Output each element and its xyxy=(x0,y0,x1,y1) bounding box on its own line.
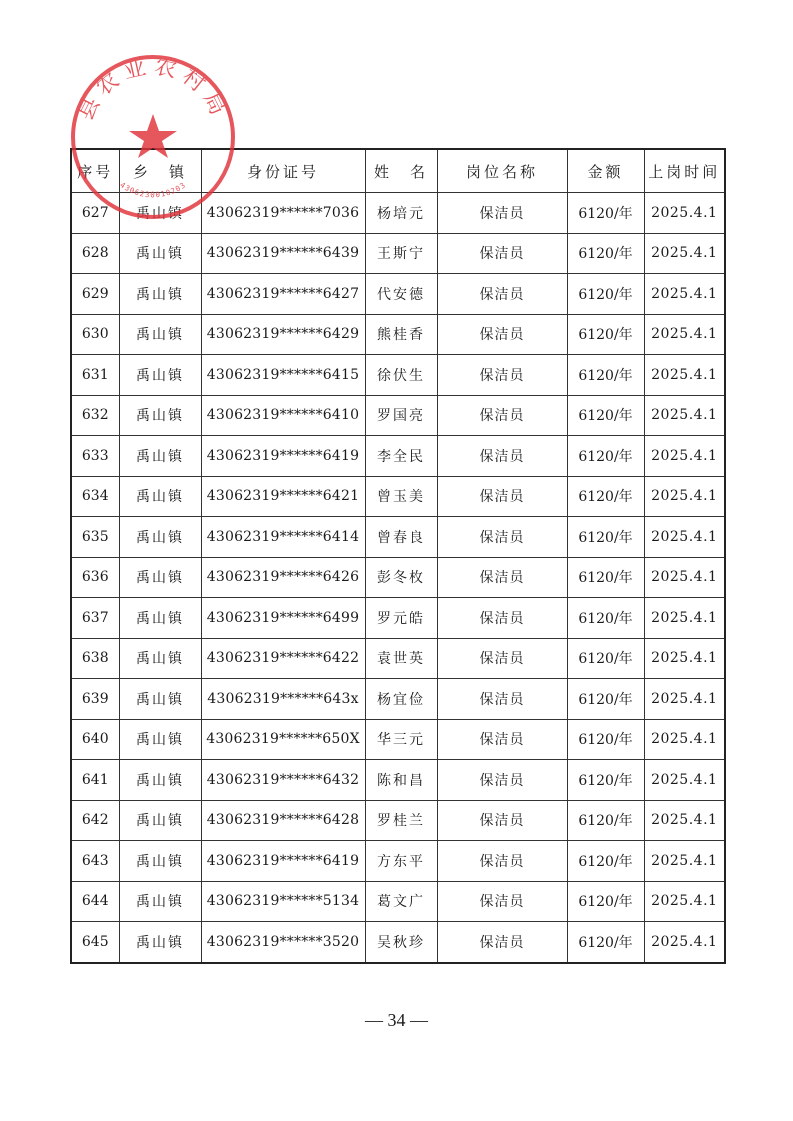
cell-name: 吴秋珍 xyxy=(365,922,437,963)
table-row xyxy=(71,719,725,760)
cell-id-number: 43062319******6427 xyxy=(201,274,365,315)
cell-index: 628 xyxy=(71,233,119,274)
cell-start-date: 2025.4.1 xyxy=(644,638,725,679)
cell-town: 禹山镇 xyxy=(119,193,201,234)
cell-start-date: 2025.4.1 xyxy=(644,719,725,760)
cell-index: 641 xyxy=(71,760,119,801)
cell-post: 保洁员 xyxy=(437,800,567,841)
cell-index: 639 xyxy=(71,679,119,720)
cell-amount: 6120/年 xyxy=(567,598,644,639)
cell-name: 代安德 xyxy=(365,274,437,315)
cell-name: 罗元皓 xyxy=(365,598,437,639)
cell-index: 633 xyxy=(71,436,119,477)
cell-index: 629 xyxy=(71,274,119,315)
cell-town: 禹山镇 xyxy=(119,922,201,963)
cell-start-date: 2025.4.1 xyxy=(644,395,725,436)
cell-id-number: 43062319******6439 xyxy=(201,233,365,274)
cell-name: 杨宜俭 xyxy=(365,679,437,720)
cell-amount: 6120/年 xyxy=(567,233,644,274)
cell-town: 禹山镇 xyxy=(119,476,201,517)
cell-town: 禹山镇 xyxy=(119,557,201,598)
cell-id-number: 43062319******6422 xyxy=(201,638,365,679)
cell-id-number: 43062319******3520 xyxy=(201,922,365,963)
cell-town: 禹山镇 xyxy=(119,598,201,639)
cell-amount: 6120/年 xyxy=(567,719,644,760)
cell-name: 曾玉美 xyxy=(365,476,437,517)
cell-index: 645 xyxy=(71,922,119,963)
header-town: 乡 镇 xyxy=(119,149,201,193)
cell-name: 葛文广 xyxy=(365,881,437,922)
cell-start-date: 2025.4.1 xyxy=(644,679,725,720)
header-id-number: 身份证号 xyxy=(201,149,365,193)
cell-amount: 6120/年 xyxy=(567,517,644,558)
cell-town: 禹山镇 xyxy=(119,719,201,760)
cell-post: 保洁员 xyxy=(437,760,567,801)
cell-name: 陈和昌 xyxy=(365,760,437,801)
cell-index: 643 xyxy=(71,841,119,882)
cell-post: 保洁员 xyxy=(437,922,567,963)
svg-text:县农业农村局 xyxy=(73,54,233,125)
cell-post: 保洁员 xyxy=(437,476,567,517)
cell-start-date: 2025.4.1 xyxy=(644,557,725,598)
cell-post: 保洁员 xyxy=(437,274,567,315)
cell-index: 637 xyxy=(71,598,119,639)
table-row xyxy=(71,638,725,679)
header-index: 序号 xyxy=(71,149,119,193)
cell-town: 禹山镇 xyxy=(119,436,201,477)
table-row xyxy=(71,841,725,882)
cell-post: 保洁员 xyxy=(437,436,567,477)
cell-id-number: 43062319******6432 xyxy=(201,760,365,801)
cell-amount: 6120/年 xyxy=(567,679,644,720)
table-row xyxy=(71,193,725,234)
cell-post: 保洁员 xyxy=(437,638,567,679)
cell-start-date: 2025.4.1 xyxy=(644,881,725,922)
cell-id-number: 43062319******6414 xyxy=(201,517,365,558)
cell-post: 保洁员 xyxy=(437,517,567,558)
header-start-date: 上岗时间 xyxy=(644,149,725,193)
seal-serial: 4306230010203 xyxy=(118,180,188,200)
cell-name: 方东平 xyxy=(365,841,437,882)
cell-town: 禹山镇 xyxy=(119,638,201,679)
cell-index: 627 xyxy=(71,193,119,234)
cell-start-date: 2025.4.1 xyxy=(644,922,725,963)
cell-town: 禹山镇 xyxy=(119,233,201,274)
cell-name: 杨培元 xyxy=(365,193,437,234)
cell-town: 禹山镇 xyxy=(119,679,201,720)
cell-town: 禹山镇 xyxy=(119,841,201,882)
cell-id-number: 43062319******6426 xyxy=(201,557,365,598)
cell-amount: 6120/年 xyxy=(567,638,644,679)
cell-index: 634 xyxy=(71,476,119,517)
table-row xyxy=(71,760,725,801)
cell-amount: 6120/年 xyxy=(567,314,644,355)
cell-start-date: 2025.4.1 xyxy=(644,193,725,234)
cell-name: 罗国亮 xyxy=(365,395,437,436)
cell-town: 禹山镇 xyxy=(119,274,201,315)
cell-amount: 6120/年 xyxy=(567,557,644,598)
cell-amount: 6120/年 xyxy=(567,760,644,801)
cell-index: 640 xyxy=(71,719,119,760)
cell-name: 曾春良 xyxy=(365,517,437,558)
cell-index: 631 xyxy=(71,355,119,396)
cell-name: 华三元 xyxy=(365,719,437,760)
table-row xyxy=(71,517,725,558)
cell-town: 禹山镇 xyxy=(119,760,201,801)
header-post: 岗位名称 xyxy=(437,149,567,193)
cell-name: 熊桂香 xyxy=(365,314,437,355)
table-row xyxy=(71,598,725,639)
table-body xyxy=(71,193,725,963)
cell-amount: 6120/年 xyxy=(567,395,644,436)
table-row xyxy=(71,314,725,355)
cell-name: 徐伏生 xyxy=(365,355,437,396)
cell-id-number: 43062319******6410 xyxy=(201,395,365,436)
table-row xyxy=(71,233,725,274)
cell-start-date: 2025.4.1 xyxy=(644,355,725,396)
cell-id-number: 43062319******6421 xyxy=(201,476,365,517)
cell-id-number: 43062319******6419 xyxy=(201,841,365,882)
cell-amount: 6120/年 xyxy=(567,436,644,477)
cell-id-number: 43062319******6419 xyxy=(201,436,365,477)
cell-amount: 6120/年 xyxy=(567,800,644,841)
page-number: — 34 — xyxy=(365,1010,428,1030)
cell-post: 保洁员 xyxy=(437,314,567,355)
cell-start-date: 2025.4.1 xyxy=(644,476,725,517)
table-row xyxy=(71,922,725,963)
cell-amount: 6120/年 xyxy=(567,881,644,922)
cell-index: 630 xyxy=(71,314,119,355)
cell-name: 王斯宁 xyxy=(365,233,437,274)
header-amount: 金额 xyxy=(567,149,644,193)
cell-town: 禹山镇 xyxy=(119,314,201,355)
table-row xyxy=(71,881,725,922)
cell-post: 保洁员 xyxy=(437,233,567,274)
cell-id-number: 43062319******7036 xyxy=(201,193,365,234)
cell-name: 罗桂兰 xyxy=(365,800,437,841)
cell-start-date: 2025.4.1 xyxy=(644,517,725,558)
cell-index: 638 xyxy=(71,638,119,679)
cell-amount: 6120/年 xyxy=(567,476,644,517)
cell-start-date: 2025.4.1 xyxy=(644,233,725,274)
table-row xyxy=(71,355,725,396)
cell-index: 642 xyxy=(71,800,119,841)
cell-id-number: 43062319******6499 xyxy=(201,598,365,639)
cell-post: 保洁员 xyxy=(437,193,567,234)
header-name: 姓 名 xyxy=(365,149,437,193)
cell-town: 禹山镇 xyxy=(119,800,201,841)
table-row xyxy=(71,557,725,598)
cell-start-date: 2025.4.1 xyxy=(644,800,725,841)
cell-town: 禹山镇 xyxy=(119,517,201,558)
cell-amount: 6120/年 xyxy=(567,841,644,882)
cell-start-date: 2025.4.1 xyxy=(644,841,725,882)
cell-town: 禹山镇 xyxy=(119,881,201,922)
table-row xyxy=(71,476,725,517)
cell-post: 保洁员 xyxy=(437,395,567,436)
cell-post: 保洁员 xyxy=(437,679,567,720)
cell-name: 李全民 xyxy=(365,436,437,477)
cell-id-number: 43062319******650X xyxy=(201,719,365,760)
table-row xyxy=(71,800,725,841)
cell-start-date: 2025.4.1 xyxy=(644,274,725,315)
cell-id-number: 43062319******5134 xyxy=(201,881,365,922)
cell-id-number: 43062319******6428 xyxy=(201,800,365,841)
cell-index: 644 xyxy=(71,881,119,922)
cell-index: 632 xyxy=(71,395,119,436)
cell-id-number: 43062319******6429 xyxy=(201,314,365,355)
seal-text: 县农业农村局 xyxy=(73,53,233,125)
cell-id-number: 43062319******6415 xyxy=(201,355,365,396)
cell-start-date: 2025.4.1 xyxy=(644,436,725,477)
cell-start-date: 2025.4.1 xyxy=(644,760,725,801)
cell-town: 禹山镇 xyxy=(119,395,201,436)
cell-post: 保洁员 xyxy=(437,557,567,598)
cell-name: 彭冬枚 xyxy=(365,557,437,598)
cell-post: 保洁员 xyxy=(437,719,567,760)
cell-amount: 6120/年 xyxy=(567,922,644,963)
table-row xyxy=(71,679,725,720)
cell-index: 636 xyxy=(71,557,119,598)
table-row xyxy=(71,395,725,436)
table-header-row xyxy=(71,149,725,193)
cell-amount: 6120/年 xyxy=(567,193,644,234)
table-row xyxy=(71,436,725,477)
cell-name: 袁世英 xyxy=(365,638,437,679)
personnel-table xyxy=(70,148,726,964)
cell-post: 保洁员 xyxy=(437,841,567,882)
cell-amount: 6120/年 xyxy=(567,355,644,396)
cell-post: 保洁员 xyxy=(437,881,567,922)
cell-index: 635 xyxy=(71,517,119,558)
cell-start-date: 2025.4.1 xyxy=(644,314,725,355)
cell-town: 禹山镇 xyxy=(119,355,201,396)
cell-amount: 6120/年 xyxy=(567,274,644,315)
cell-post: 保洁员 xyxy=(437,598,567,639)
cell-post: 保洁员 xyxy=(437,355,567,396)
cell-start-date: 2025.4.1 xyxy=(644,598,725,639)
cell-id-number: 43062319******643x xyxy=(201,679,365,720)
table-row xyxy=(71,274,725,315)
